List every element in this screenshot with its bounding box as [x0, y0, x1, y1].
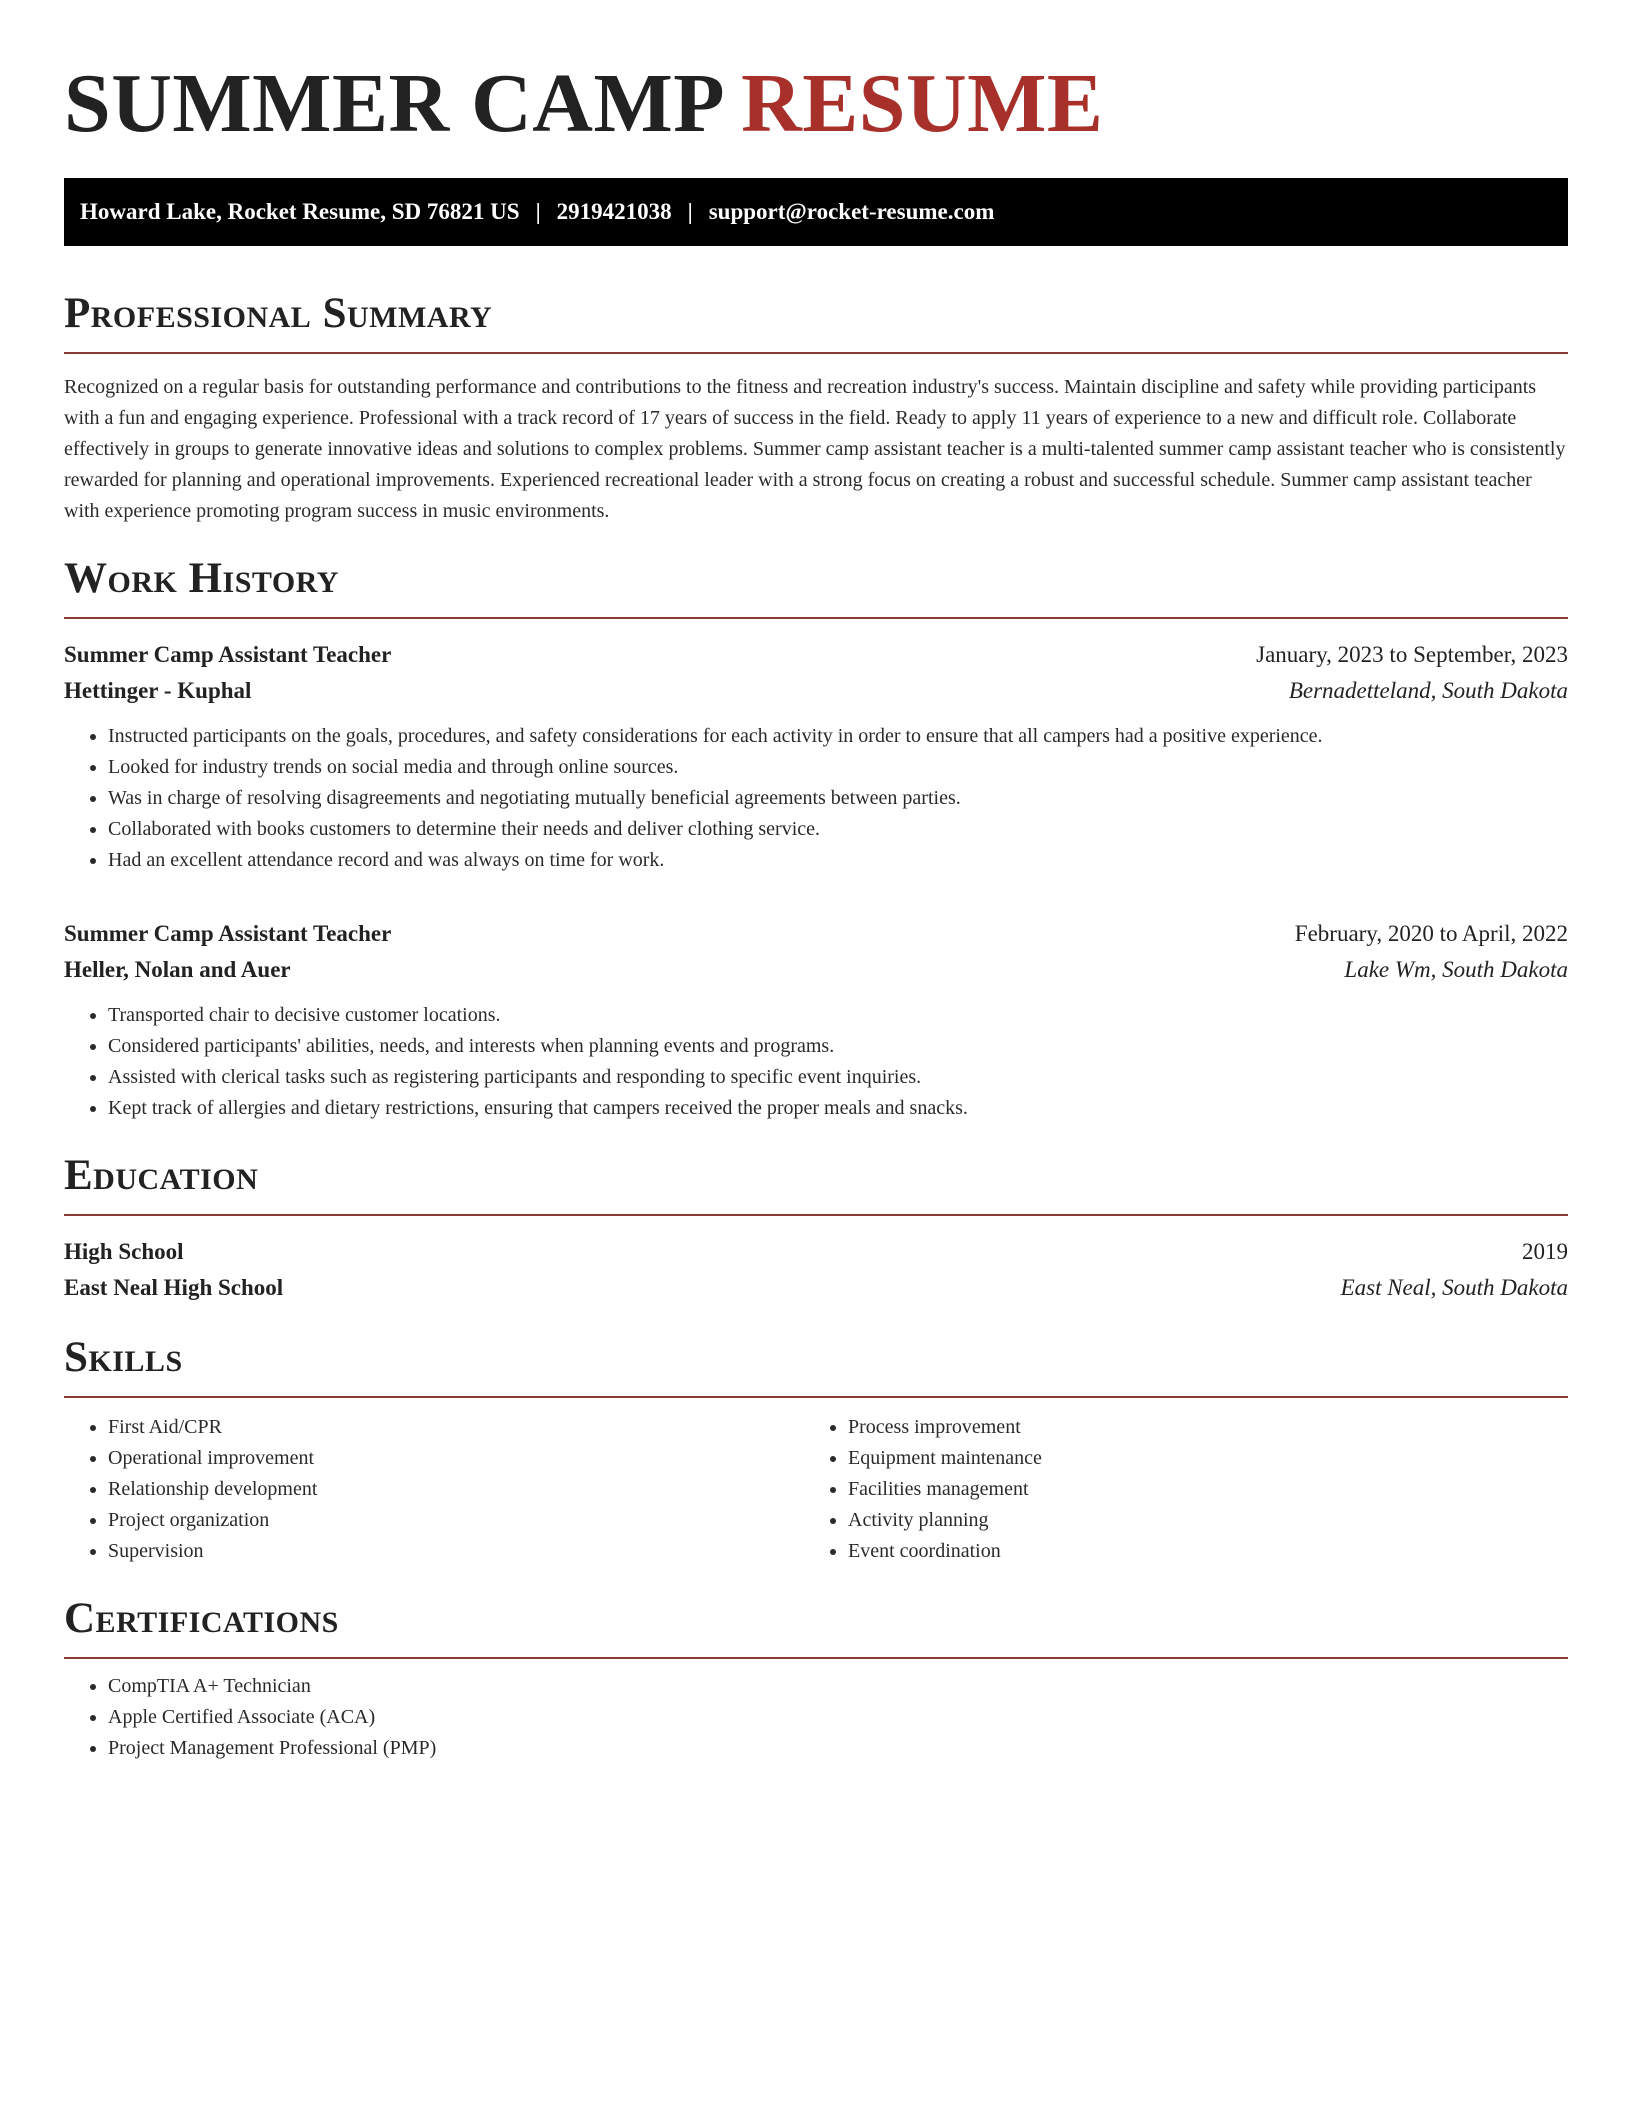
job-bullet: • Instructed participants on the goals, procedures, and safety considerations for each activity in order to ensure that all campers had a positive experience.: [108, 721, 1568, 752]
summary-text: Recognized on a regular basis for outstanding performance and contributions to the fitness and recreation industry's success. Maintain discipline and safety while providing participants with a fun and engaging experience. Professional with a track record of 17 years of success in the field. Ready to apply 11 years of experience to a new and difficult role. Collaborate effectively in groups to generate innovative ideas and solutions to complex problems. Summer camp assistant teacher is a multi-talented summer camp assistant teacher who is consistently rewarded for planning and operational improvements. Experienced recreational leader with a strong focus on creating a robust and successful schedule. Summer camp assistant teacher with experience promoting program success in music environments.: [64, 376, 1566, 522]
job-location: Bernadetteland, South Dakota: [1288, 678, 1568, 703]
section-divider: [64, 1396, 1568, 1398]
job-bullet: • Had an excellent attendance record and was always on time for work.: [108, 845, 1568, 876]
job-location: Lake Wm, South Dakota: [1344, 957, 1568, 982]
certifications-section: [64, 1593, 1568, 1764]
job-entry: [64, 637, 1568, 876]
job-bullet: • Collaborated with books customers to determine their needs and deliver clothing service.: [108, 814, 1568, 845]
skill-item: • Process improvement: [848, 1412, 1544, 1443]
skills-list: [64, 1412, 804, 1567]
education-school-row: [64, 1270, 1568, 1306]
title-accent: RESUME: [741, 57, 1104, 150]
job-bullet: • Considered participants' abilities, needs, and interests when planning events and programs.: [108, 1031, 1568, 1062]
job-entry: [64, 916, 1568, 1124]
education-location: East Neal, South Dakota: [1340, 1275, 1568, 1300]
job-company-row: [64, 952, 1568, 988]
work-history-heading: Work History: [64, 555, 339, 602]
job-company-row: [64, 673, 1568, 709]
job-title: Summer Camp Assistant Teacher: [64, 642, 392, 667]
contact-email: support@rocket-resume.com: [708, 199, 995, 224]
contact-address: Howard Lake, Rocket Resume, SD 76821 US: [80, 199, 520, 224]
job-bullet: • Looked for industry trends on social media and through online sources.: [108, 752, 1568, 783]
job-dates: January, 2023 to September, 2023: [1256, 642, 1568, 667]
work-history-section: [64, 553, 1568, 1124]
section-divider: [64, 1657, 1568, 1659]
job-bullet: • Transported chair to decisive customer locations.: [108, 1000, 1568, 1031]
section-divider: [64, 617, 1568, 619]
contact-separator: |: [687, 199, 693, 224]
job-bullets: [64, 721, 1568, 876]
title-main: SUMMER CAMP: [64, 57, 726, 150]
job-bullet: • Was in charge of resolving disagreements and negotiating mutually beneficial agreements between parties.: [108, 783, 1568, 814]
education-degree: High School: [64, 1239, 184, 1264]
skill-item: • Equipment maintenance: [848, 1443, 1544, 1474]
contact-separator: |: [535, 199, 541, 224]
certifications-heading: Certifications: [64, 1595, 339, 1642]
education-year: 2019: [1522, 1239, 1568, 1264]
job-bullet: • Assisted with clerical tasks such as registering participants and responding to specific event inquiries.: [108, 1062, 1568, 1093]
skill-item: • Supervision: [108, 1536, 804, 1567]
education-heading: Education: [64, 1152, 259, 1199]
skill-item: • Project organization: [108, 1505, 804, 1536]
skill-item: • Facilities management: [848, 1474, 1544, 1505]
skills-grid: [64, 1412, 1568, 1567]
skills-list: [804, 1412, 1544, 1567]
certifications-list: [64, 1671, 1568, 1764]
job-bullets: [64, 1000, 1568, 1124]
job-header-row: [64, 637, 1568, 673]
education-section: [64, 1150, 1568, 1306]
certification-item: • Apple Certified Associate (ACA): [108, 1702, 1568, 1733]
skill-item: • Event coordination: [848, 1536, 1544, 1567]
contact-phone: 2919421038: [556, 199, 672, 224]
skill-item: • Relationship development: [108, 1474, 804, 1505]
skills-section: [64, 1332, 1568, 1567]
section-divider: [64, 352, 1568, 354]
job-company: Heller, Nolan and Auer: [64, 957, 291, 982]
summary-heading: Professional Summary: [64, 290, 493, 337]
education-entry: [64, 1234, 1568, 1306]
education-degree-row: [64, 1234, 1568, 1270]
education-school: East Neal High School: [64, 1275, 284, 1300]
certification-item: • Project Management Professional (PMP): [108, 1733, 1568, 1764]
job-company: Hettinger - Kuphal: [64, 678, 252, 703]
resume-title: [64, 56, 1568, 152]
skill-item: • First Aid/CPR: [108, 1412, 804, 1443]
certification-item: • CompTIA A+ Technician: [108, 1671, 1568, 1702]
job-bullet: • Kept track of allergies and dietary restrictions, ensuring that campers received the proper meals and snacks.: [108, 1093, 1568, 1124]
skills-column-right: [804, 1412, 1544, 1567]
job-header-row: [64, 916, 1568, 952]
section-divider: [64, 1214, 1568, 1216]
skills-heading: Skills: [64, 1334, 183, 1381]
summary-section: [64, 288, 1568, 527]
skill-item: • Operational improvement: [108, 1443, 804, 1474]
job-dates: February, 2020 to April, 2022: [1294, 921, 1568, 946]
job-title: Summer Camp Assistant Teacher: [64, 921, 392, 946]
contact-bar: [64, 178, 1568, 246]
skill-item: • Activity planning: [848, 1505, 1544, 1536]
skills-column-left: [64, 1412, 804, 1567]
